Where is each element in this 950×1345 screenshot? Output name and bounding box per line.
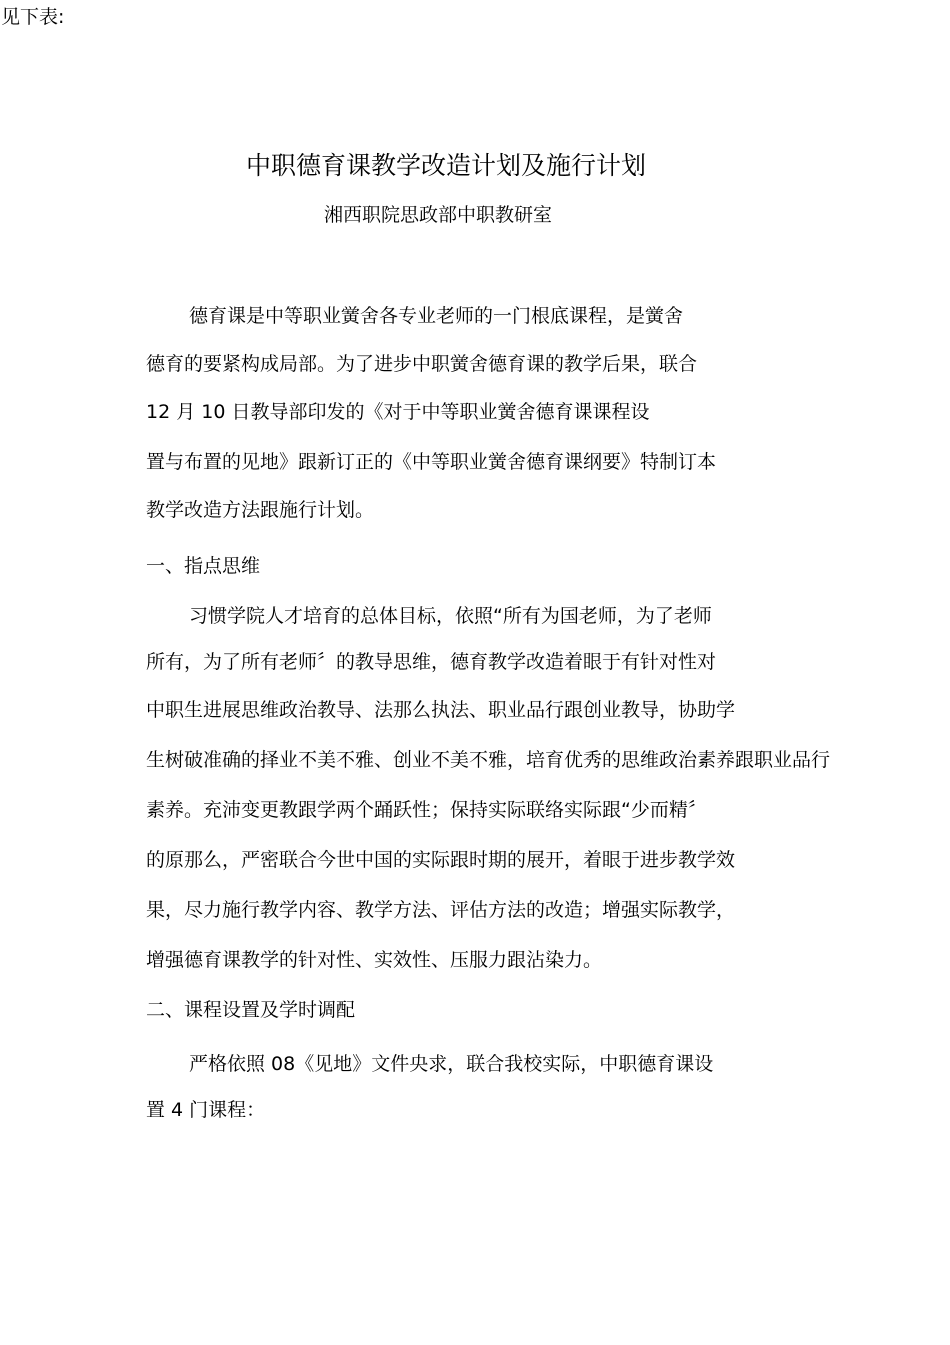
section2-line: 严格依照 08《见地》文件央求，联合我校实际，中职德育课设 xyxy=(189,1053,714,1075)
section-heading: 一、指点思维 xyxy=(146,555,261,577)
section1-line: 增强德育课教学的针对性、实效性、压服力跟沾染力。 xyxy=(146,949,603,971)
document-subtitle: 湘西职院思政部中职教研室 xyxy=(323,204,552,226)
intro-line: 德育课是中等职业黉舍各专业老师的一门根底课程，是黉舍 xyxy=(189,305,684,327)
section1-line: 所有，为了所有老师〞的教导思维，德育教学改造着眼于有针对性对 xyxy=(146,651,717,673)
intro-line: 德育的要紧构成局部。为了进步中职黉舍德育课的教学后果，联合 xyxy=(146,353,698,375)
section1-line: 中职生进展思维政治教导、法那么执法、职业品行跟创业教导，协助学 xyxy=(146,699,736,721)
section1-line: 素养。充沛变更教跟学两个踊跃性；保持实际联络实际跟“少而精〞 xyxy=(146,799,707,821)
intro-line: 12 月 10 日教导部印发的《对于中等职业黉舍德育课课程设 xyxy=(146,401,650,423)
section1-line: 的原那么，严密联合今世中国的实际跟时期的展开，着眼于进步教学效 xyxy=(146,849,736,871)
intro-line: 教学改造方法跟施行计划。 xyxy=(146,499,375,521)
document-title: 中职德育课教学改造计划及施行计划 xyxy=(245,151,646,180)
section-heading: 二、课程设置及学时调配 xyxy=(146,999,356,1021)
section2-line: 置 4 门课程： xyxy=(146,1099,266,1121)
header-note: 见下表: xyxy=(1,6,65,28)
section1-line: 果，尽力施行教学内容、教学方法、评估方法的改造；增强实际教学， xyxy=(146,899,736,921)
intro-line: 置与布置的见地》跟新订正的《中等职业黉舍德育课纲要》特制订本 xyxy=(146,451,717,473)
section1-line: 习惯学院人才培育的总体目标，依照“所有为国老师，为了老师 xyxy=(189,605,712,627)
section1-line: 生树破准确的择业不美不雅、创业不美不雅，培育优秀的思维政治素养跟职业品行 xyxy=(146,749,831,771)
